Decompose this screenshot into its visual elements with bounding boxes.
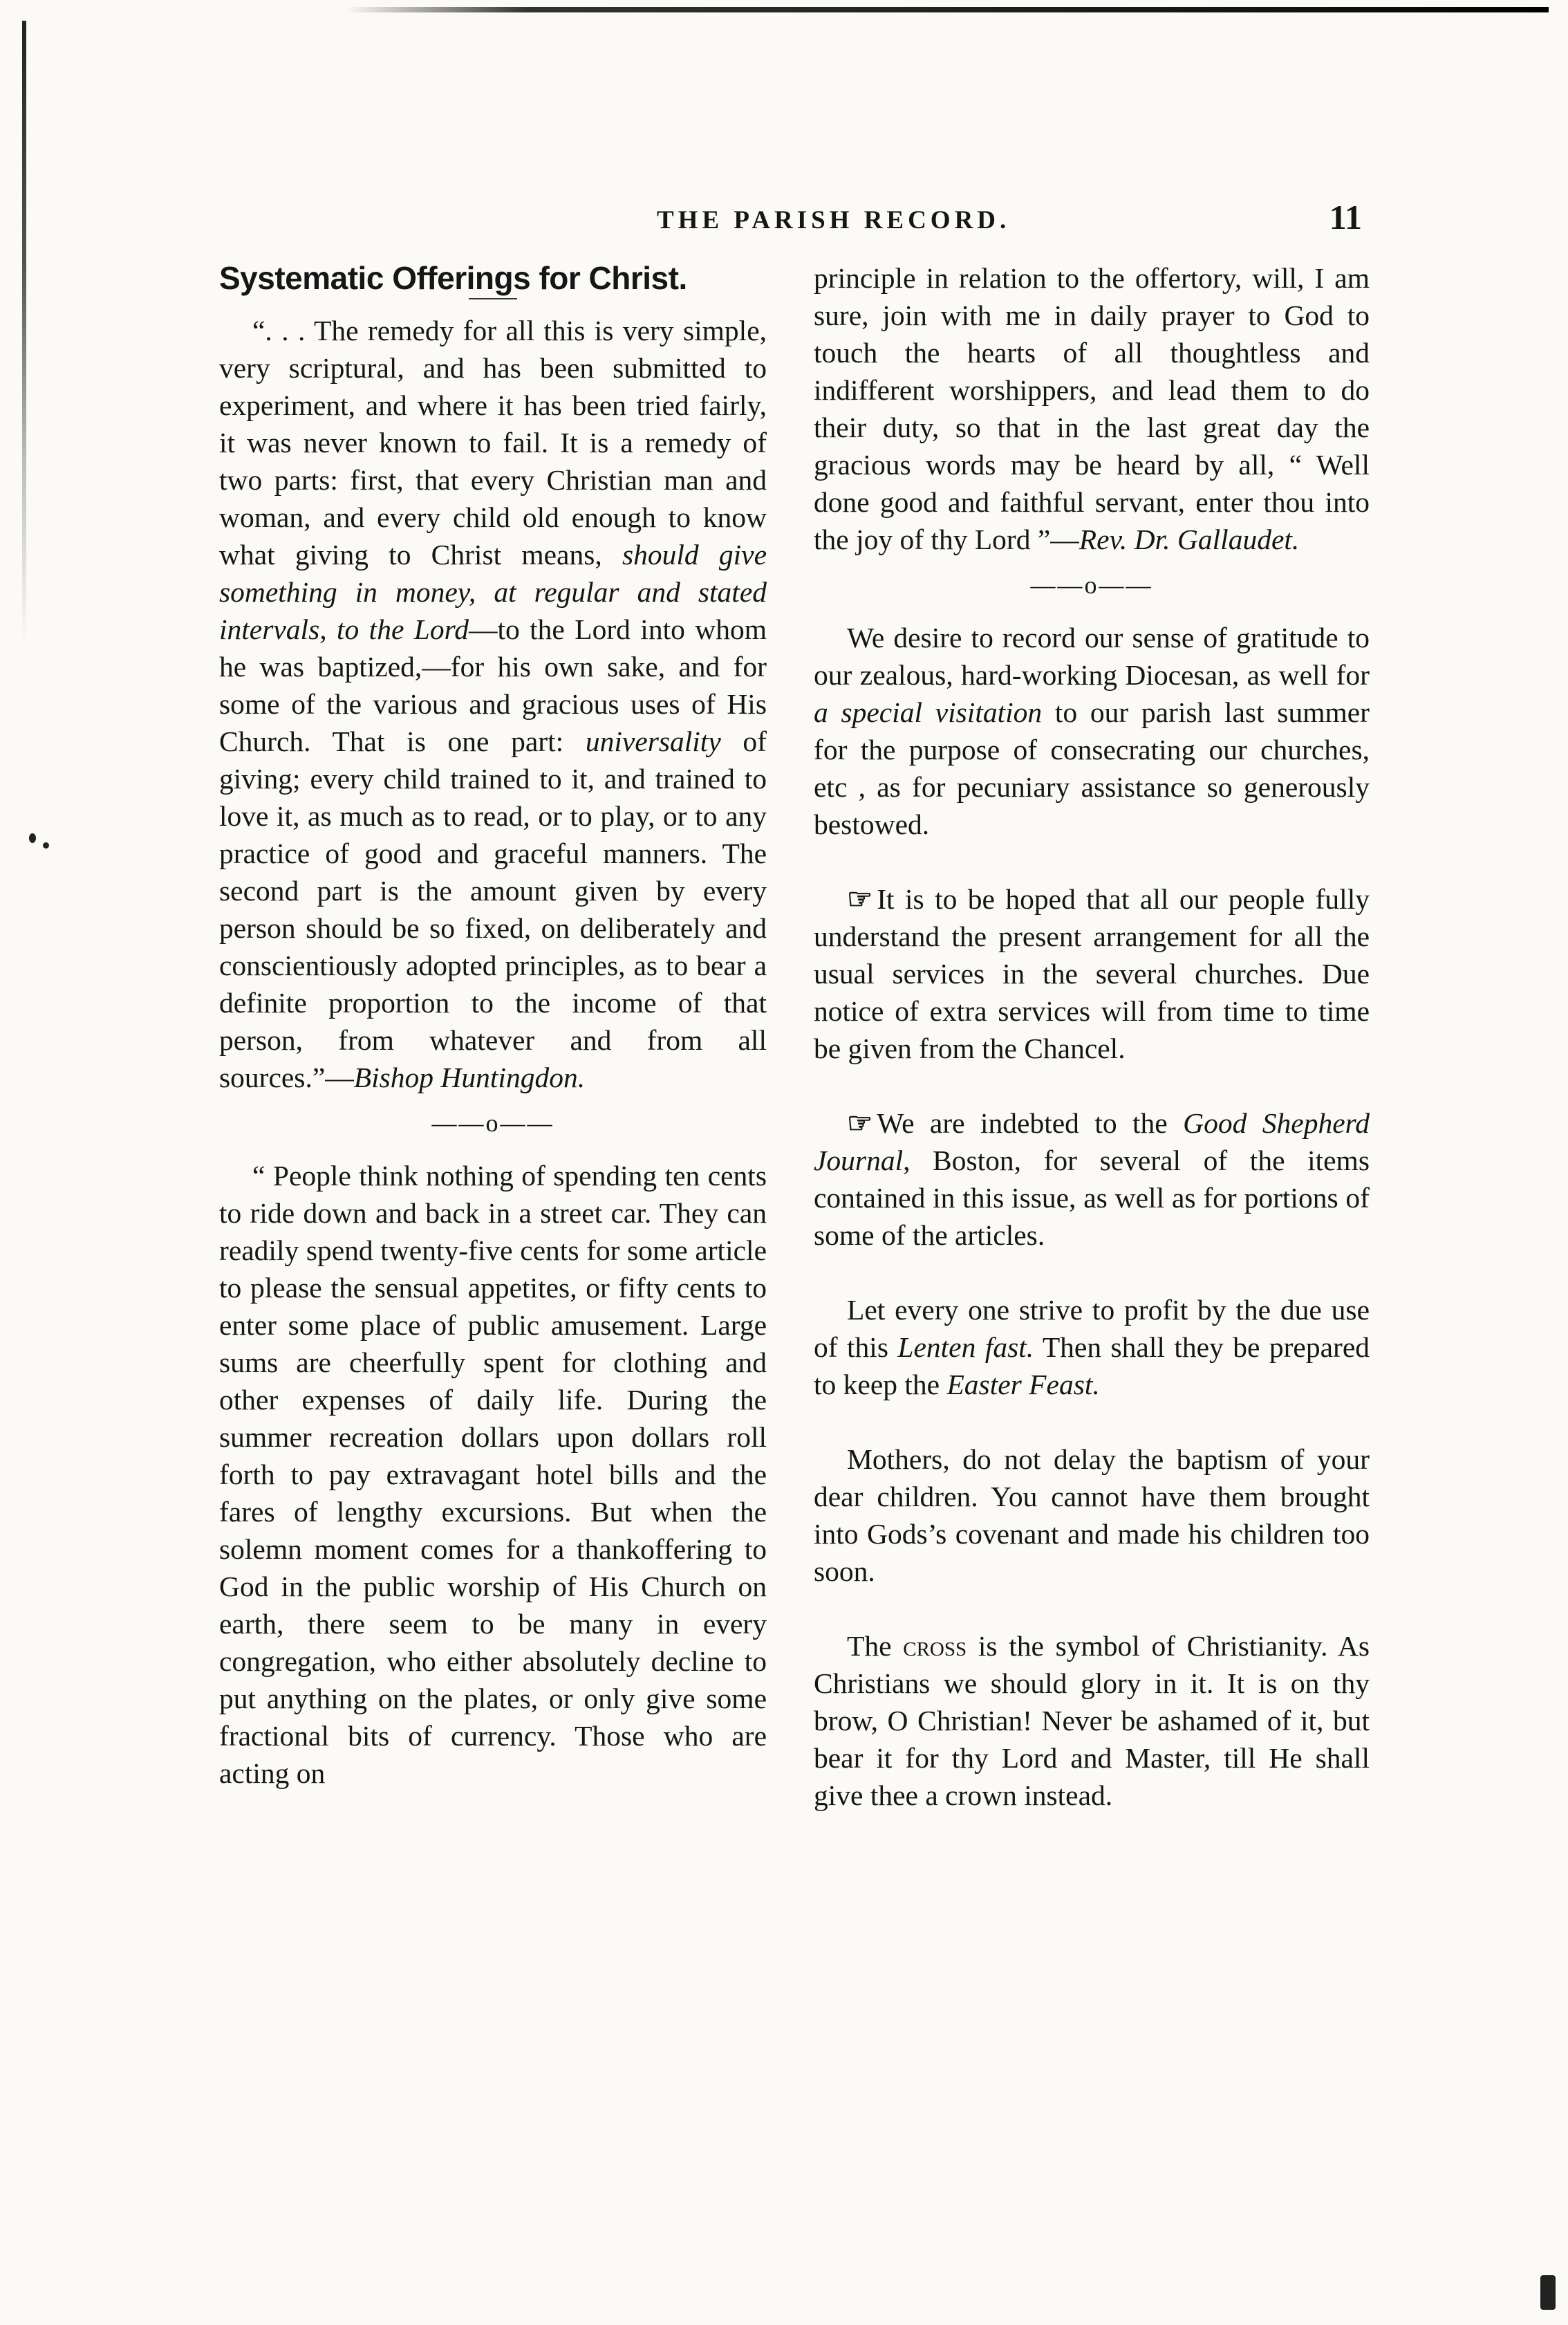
paragraph-indebted	[814, 1104, 1370, 1254]
text-run: , Boston, for several of the items contained in this issue, as well as for portions of some of the articles.	[814, 1145, 1370, 1251]
italic-run: a special visitation	[814, 696, 1043, 728]
text-run: We are indebted to the	[877, 1107, 1184, 1139]
paragraph-services	[814, 880, 1370, 1067]
text-run: The	[847, 1630, 904, 1662]
text-run: Then shall they be prepared to keep the	[814, 1331, 1370, 1400]
pointing-hand-icon: ☞	[847, 1107, 873, 1139]
text-run: principle in relation to the offertory, will, I am sure, join with me in daily prayer to God to touch the hearts of all thoughtless and indifferent worshippers, and lead them to do their duty, so that in the last great day the gracious words may be heard by all, “ Well done good and faithful servant, enter thou into the joy of thy Lord ”—	[814, 262, 1370, 555]
title-rule	[469, 298, 517, 299]
text-run: “. . . The remedy for all this is very simple, very scriptural, and has been submitted to experiment, and where it has been tried fairly, it was never known to fail. It is a remedy of two parts: first, that every Christian man and woman, and every child old enough to know what giving to Christ means,	[219, 315, 767, 571]
text-run: of giving; every child trained to it, and trained to love it, as much as to read, or to play, or to any practice of good and graceful manners. The second part is the amount given by every person should be so fixed, on deliberately and conscientiously adopted principles, as to bear a definite proportion to the income of that person, from whatever and from all sources.”—	[219, 725, 767, 1093]
section-ornament: ——o——	[1030, 571, 1153, 599]
text-run: We desire to record our sense of gratitude to our zealous, hard-working Diocesan, as well for	[814, 622, 1370, 691]
text-run: to our parish last summer for the purpose of consecrating our churches, etc , as for pecuniary assistance so generously bestowed.	[814, 696, 1370, 840]
text-run: Let every one strive to profit by the due use of this	[814, 1294, 1370, 1363]
paragraph-offertory-cont	[814, 259, 1370, 558]
section-ornament: ——o——	[431, 1109, 554, 1137]
paragraph-spending: “ People think nothing of spending ten cents to ride down and back in a street car. They can readily spend twenty-five cents for some article to please the sensual appetites, or fifty cents to enter some place of public amusement. Large sums are cheerfully spent for clothing and other expenses of daily life. During the summer recreation dollars upon dollars roll forth to pay extravagant hotel bills and the fares of lengthy excursions. But when the solemn moment comes for a thankoffering to God in the public worship of His Church on earth, there seem to be many in every congregation, who either absolutely decline to put anything on the plates, or only give some fractional bits of currency. Those who are acting on	[219, 1160, 767, 1789]
paragraph-cross	[814, 1627, 1370, 1814]
ink-speck	[43, 842, 49, 849]
left-column	[219, 259, 767, 1792]
article-title: Systematic Offerings for Christ.	[219, 260, 687, 296]
italic-run: should give something in money, at regular and stated intervals, to the Lord	[219, 539, 767, 645]
right-column	[814, 259, 1370, 1814]
paragraph-gratitude	[814, 619, 1370, 843]
page-number: 11	[1329, 198, 1362, 237]
italic-run: Lenten fast.	[897, 1331, 1034, 1363]
text-run: It is to be hoped that all our people fully understand the present arrangement for all the usual services in the several churches. Due notice of extra services will from time to time be given from the Chancel.	[814, 883, 1370, 1064]
small-caps-run: cross	[903, 1630, 967, 1662]
text-run: —to the Lord into whom he was baptized,—for his own sake, and for some of the various and gracious uses of His Church. That is one part:	[219, 613, 767, 757]
running-title: THE PARISH RECORD.	[657, 206, 1011, 234]
italic-run: Good Shepherd Journal	[814, 1107, 1370, 1176]
running-head	[207, 197, 1383, 239]
paragraph-baptism: Mothers, do not delay the baptism of your dear children. You cannot have them brought into Gods’s covenant and made his children too soon.	[814, 1443, 1370, 1587]
italic-run: Easter Feast.	[946, 1369, 1100, 1400]
pointing-hand-icon: ☞	[847, 883, 873, 915]
attribution: Rev. Dr. Gallaudet.	[1079, 524, 1300, 555]
ink-speck	[1540, 2275, 1556, 2310]
scan-edge-top	[346, 7, 1549, 12]
ink-speck	[29, 833, 36, 843]
paragraph-remedy	[219, 312, 767, 1096]
italic-run: universality	[585, 725, 721, 757]
paragraph-lenten	[814, 1291, 1370, 1403]
scan-edge-left	[22, 21, 26, 643]
attribution: Bishop Huntingdon.	[353, 1062, 586, 1093]
text-run: is the symbol of Christianity. As Christians we should glory in it. It is on thy brow, O Christian! Never be ashamed of it, but bear it for thy Lord and Master, till He shall give thee a crown instead.	[814, 1630, 1370, 1811]
